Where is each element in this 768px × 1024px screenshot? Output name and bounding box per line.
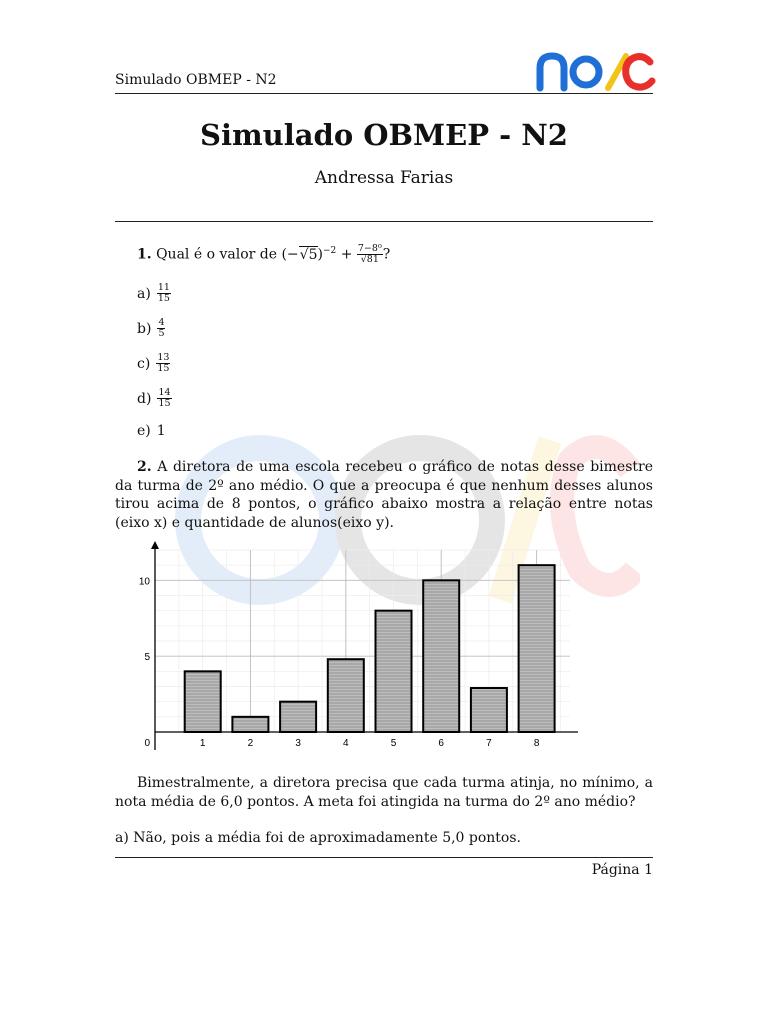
option-a: a) $\frac{11}{15}$ (137, 282, 170, 304)
bar-grade-8 (519, 565, 555, 732)
bar-grade-2 (232, 717, 268, 732)
option-c: c) $\frac{13}{15}$ (137, 352, 170, 374)
footer-rule (115, 857, 653, 858)
bar-grade-7 (471, 688, 507, 732)
title-rule (115, 221, 653, 222)
bar-grade-1 (185, 671, 221, 732)
x-tick-label: 2 (247, 738, 254, 749)
bar-grade-3 (280, 702, 316, 732)
bar-grade-4 (328, 659, 364, 732)
question-2-followup: Bimestralmente, a diretora precisa que cada turma atinja, no mínimo, a nota média de 6,0 pontos. A meta foi atingida na turma do 2º ano médio? (115, 775, 653, 810)
bar-grade-6 (423, 580, 459, 732)
x-tick-label: 7 (486, 738, 492, 749)
fraction: $\frac{\text{7−8⁰}}{√81}$ (357, 243, 382, 265)
header-rule (115, 93, 653, 94)
exponent: −2 (322, 245, 337, 256)
x-tick-label: 6 (438, 738, 444, 749)
bar-grade-5 (376, 611, 412, 732)
logo-letter-o (573, 59, 599, 85)
y-tick-label: 10 (138, 576, 150, 588)
x-tick-label: 5 (390, 738, 397, 749)
page-number: Página 1 (591, 862, 653, 878)
question-number: 1. (137, 246, 152, 263)
option-b: b) $\frac{4}{5}$ (137, 317, 165, 339)
running-header: Simulado OBMEP - N2 (115, 72, 277, 88)
document-title: Simulado OBMEP - N2 (200, 118, 568, 152)
logo-letter-n (540, 56, 564, 88)
question-number: 2. (137, 459, 152, 475)
x-tick-label: 3 (295, 738, 301, 749)
sqrt-expression: √5 (299, 246, 318, 263)
y-axis-arrow (151, 541, 159, 549)
y-tick-label: 5 (144, 652, 150, 664)
y-tick-label: 0 (144, 738, 150, 749)
grades-bar-chart (128, 540, 580, 755)
question-2-text: 2. A diretora de uma escola recebeu o gráfico de notas desse bimestre da turma de 2º ano médio. O que a preocupa é que nenhum desses alunos tirou acima de 8 pontos, o gráfico abaixo mostra a relação entre notas (eixo x) e quantidade de alunos(eixo y). (115, 459, 654, 531)
option-d: d) $\frac{14}{15}$ (137, 387, 171, 409)
author-name: Andressa Farias (314, 168, 454, 188)
x-tick-label: 4 (343, 738, 349, 749)
option-e: e) 1 (137, 423, 166, 439)
prompt-text: Qual é o valor de (− (156, 246, 299, 263)
x-tick-label: 8 (533, 738, 540, 749)
logo-letter-c (626, 57, 652, 88)
x-tick-label: 1 (199, 738, 206, 749)
question-1-prompt: 1. Qual é o valor de $(-√5)^{-2}$ + $\frac{\text{7−8⁰}}{√81}$ ? (137, 243, 391, 265)
answer-option-a: a) Não, pois a média foi de aproximadamente 5,0 pontos. (115, 830, 521, 846)
noic-logo (536, 50, 656, 92)
